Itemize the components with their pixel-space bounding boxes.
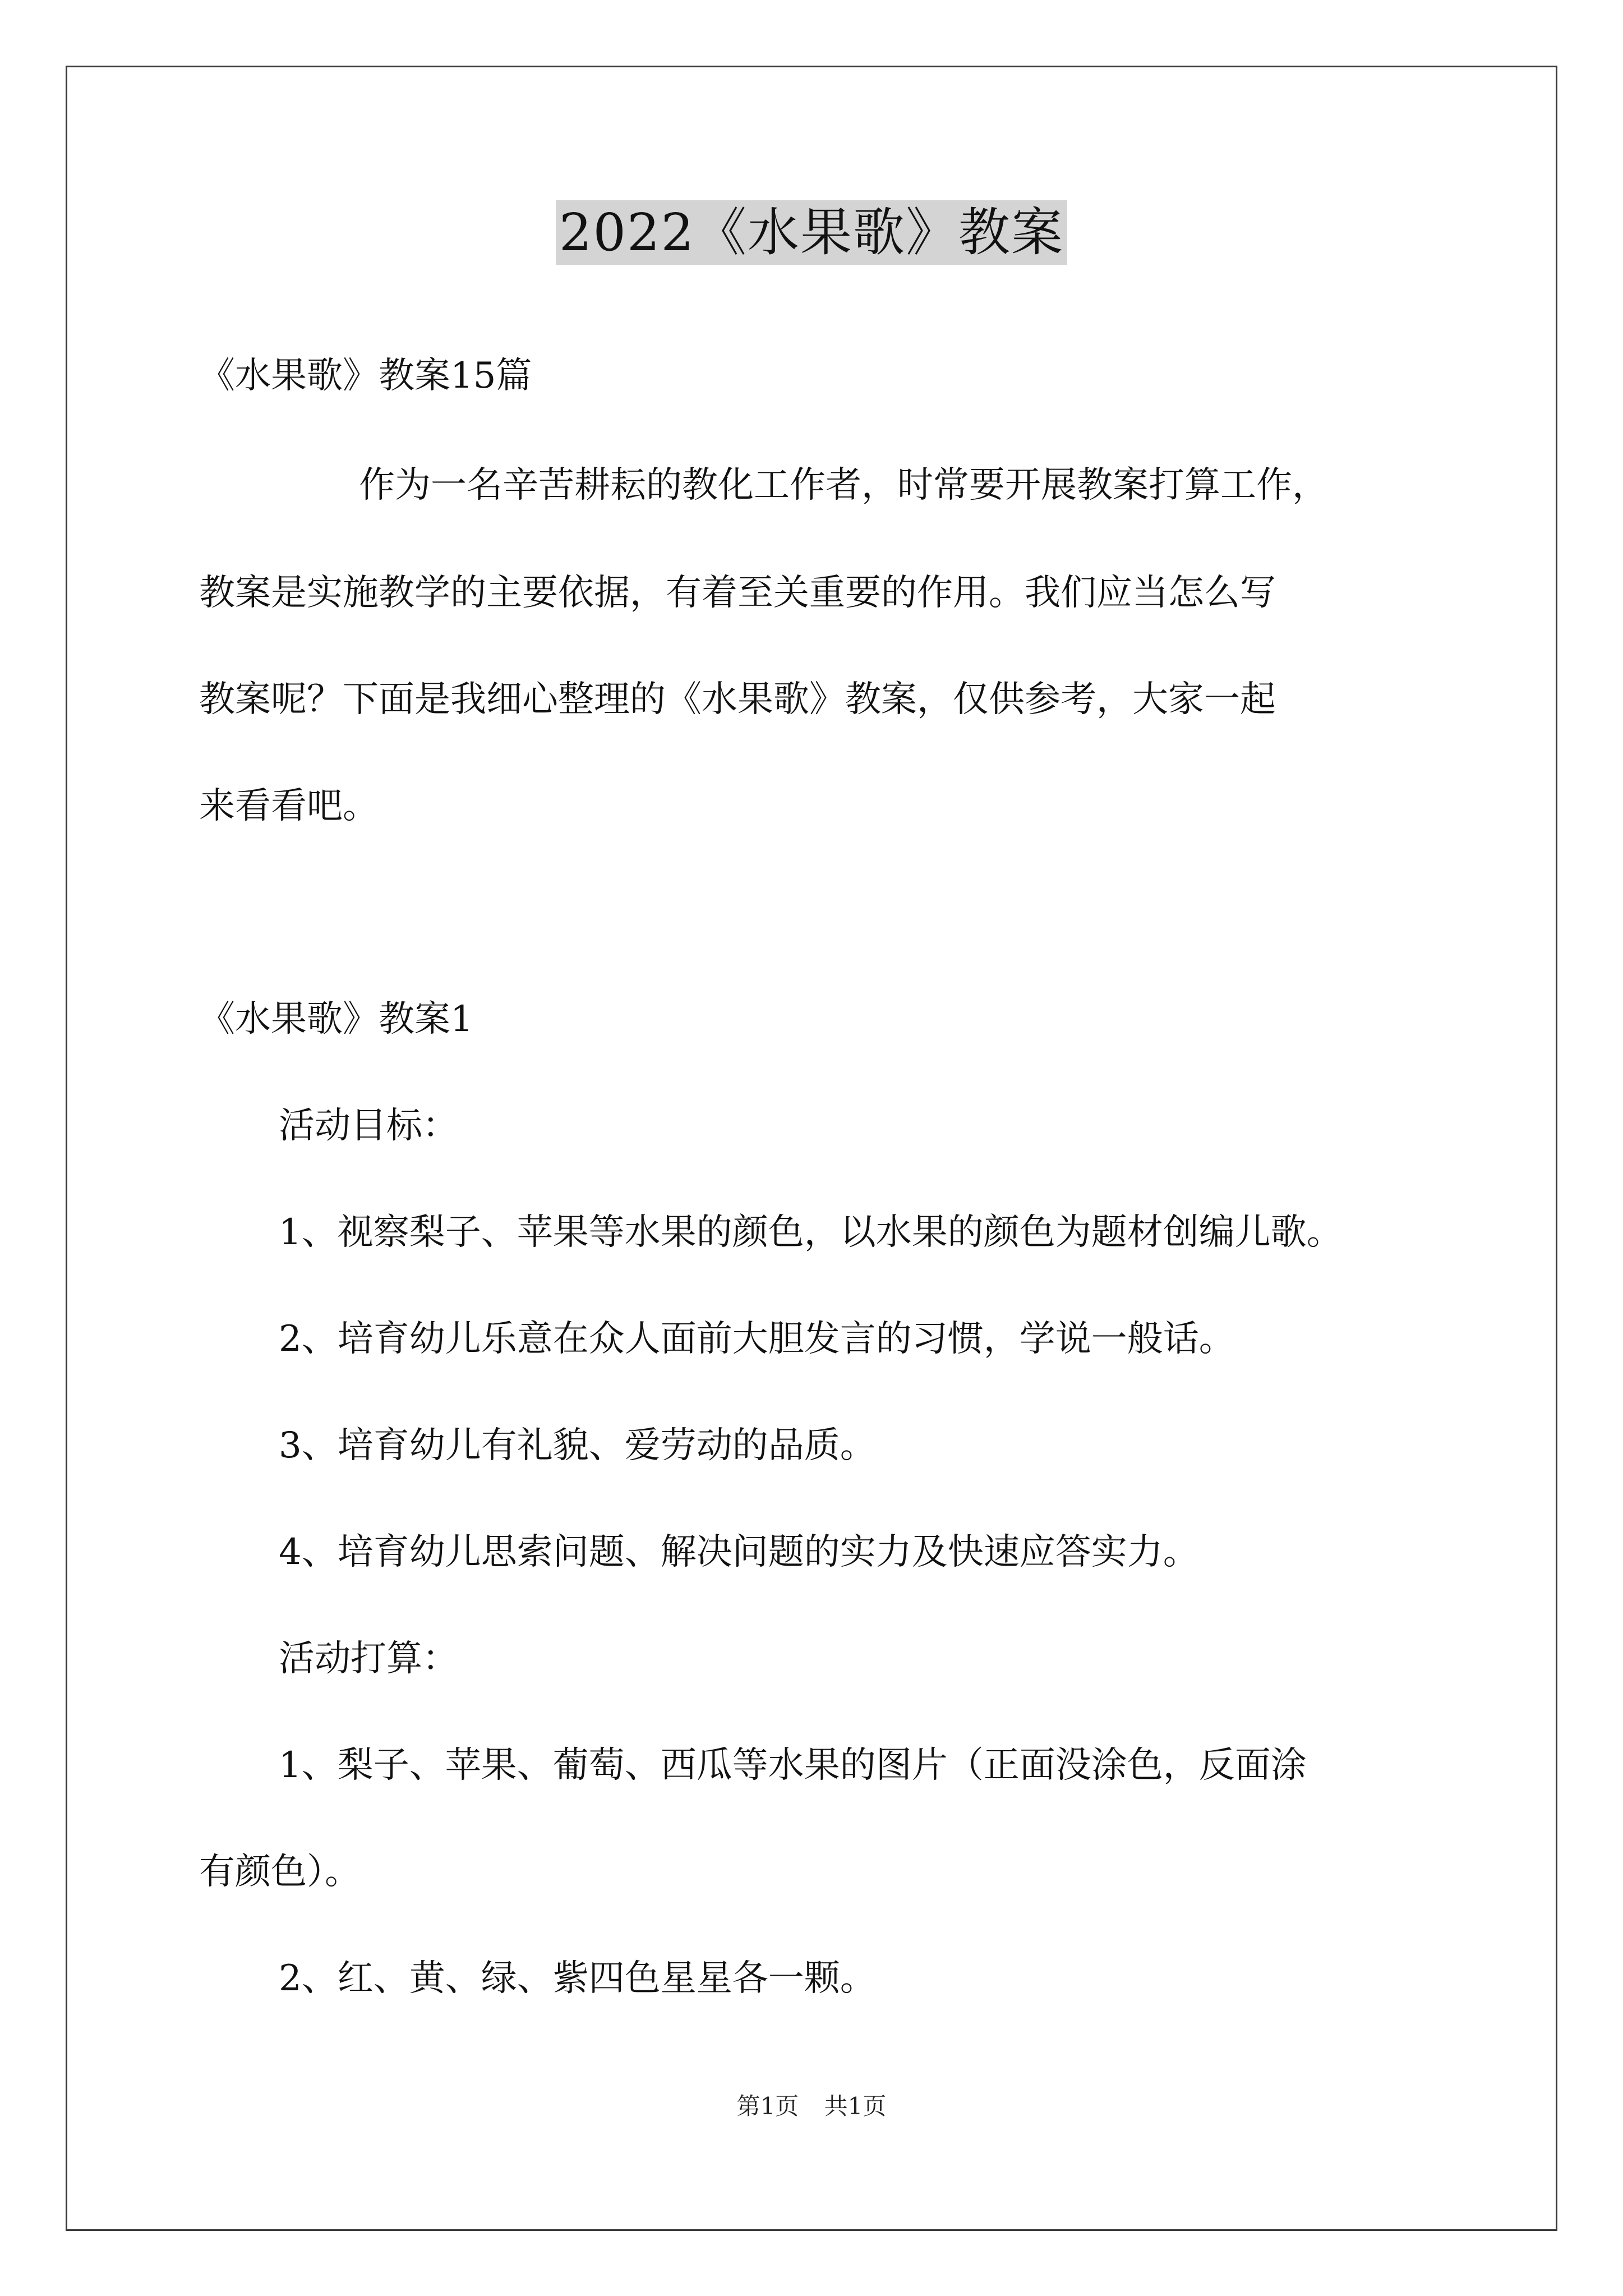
intro-line-3: 教案呢？下面是我细心整理的《水果歌》教案，仅供参考，大家一起 bbox=[199, 679, 1276, 720]
goal-item-4: 4、培育幼儿思索问题、解决问题的实力及快速应答实力。 bbox=[279, 1531, 1199, 1573]
page-footer bbox=[0, 2090, 1623, 2123]
goal-item-1: 1、视察梨子、苹果等水果的颜色，以水果的颜色为题材创编儿歌。 bbox=[279, 1212, 1343, 1253]
goal-item-3: 3、培育幼儿有礼貌、爱劳动的品质。 bbox=[279, 1425, 876, 1466]
prep-item-1-continued: 有颜色）。 bbox=[199, 1851, 361, 1893]
page-number: 第1页 bbox=[736, 2092, 799, 2120]
intro-line-2: 教案是实施教学的主要依据，有着至关重要的作用。我们应当怎么写 bbox=[199, 572, 1276, 614]
goals-heading: 活动目标： bbox=[279, 1105, 458, 1147]
intro-line-1: 作为一名辛苦耕耘的教化工作者，时常要开展教案打算工作， bbox=[359, 464, 1328, 506]
prep-heading: 活动打算： bbox=[279, 1638, 458, 1680]
document-title: 2022《水果歌》教案 bbox=[0, 196, 1623, 269]
goal-item-2: 2、培育幼儿乐意在众人面前大胆发言的习惯，学说一般话。 bbox=[279, 1318, 1235, 1360]
prep-item-1: 1、梨子、苹果、葡萄、西瓜等水果的图片（正面没涂色，反面涂 bbox=[279, 1745, 1307, 1786]
prep-item-2: 2、红、黄、绿、紫四色星星各一颗。 bbox=[279, 1958, 876, 1999]
intro-line-4: 来看看吧。 bbox=[199, 785, 379, 827]
section-heading: 《水果歌》教案1 bbox=[199, 999, 473, 1040]
document-subtitle: 《水果歌》教案15篇 bbox=[199, 355, 532, 397]
page-total: 共1页 bbox=[824, 2092, 887, 2120]
